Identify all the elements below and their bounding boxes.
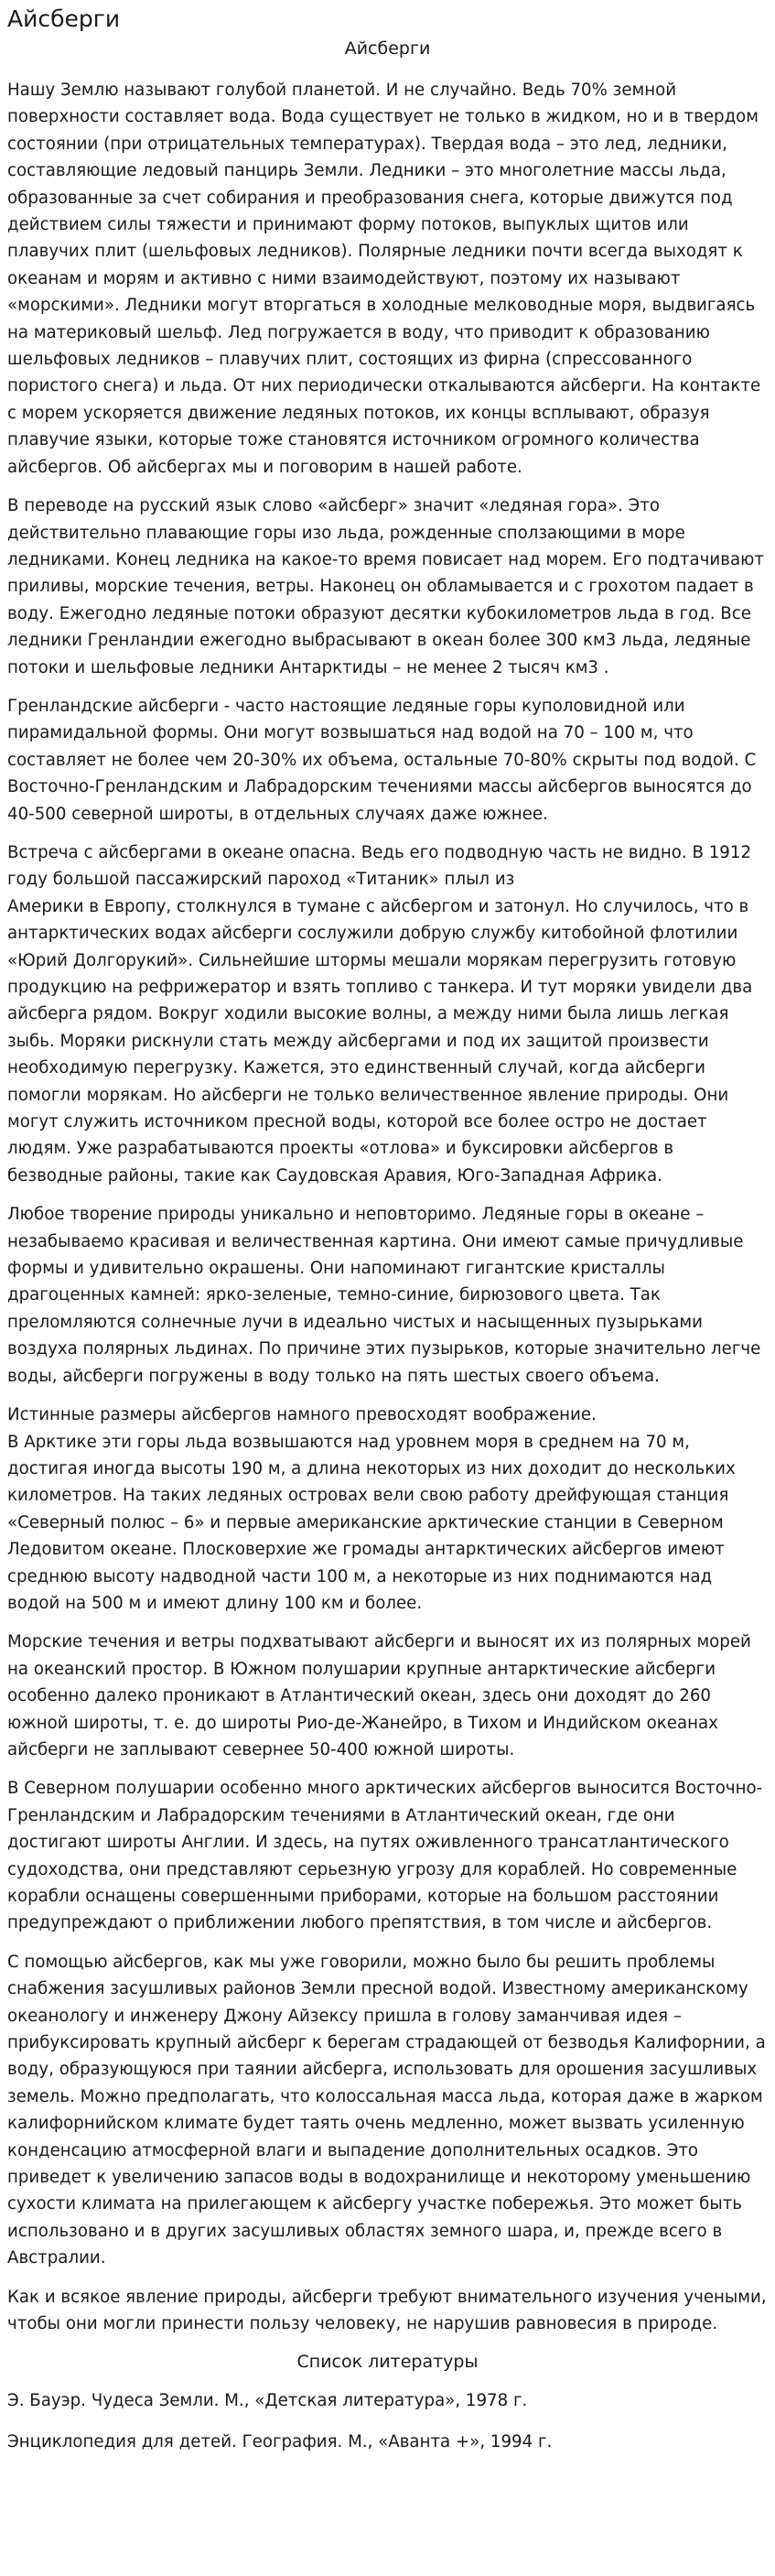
paragraph-7: Морские течения и ветры подхватывают айсберги и выносят их из полярных морей на океанский простор. В Южном полушарии крупные антарктические айсберги особенно далеко проникают в Атлантический океан, здесь они доходят до 260 южной широты, т. е. до широты Рио-де-Жанейро, в Тихом и Индийском океанах айсберги не заплывают севернее 50-400 южной широты. [7,1632,751,1759]
paragraph-10: Как и всякое явление природы, айсберги требуют внимательного изучения учеными, чтобы они могли принести пользу человеку, не нарушив равновесия в природе. [7,2287,767,2334]
paragraph-6: Истинные размеры айсбергов намного превосходят воображение. В Арктике эти горы льда возвышаются над уровнем моря в среднем на 70 м, достигая иногда высоты 190 м, а длина некоторых из них доходит до нескольких километров. На таких ледяных островах вели свою работу дрейфующая станция «Северный полюс – 6» и первые американские арктические станции в Северном Ледовитом океане. Плосковерхие же громады антарктических айсбергов имеют среднюю высоту надводной части 100 м, а некоторые из них поднимаются над водой на 500 м и имеют длину 100 км и более. [7,1405,736,1613]
article-heading: Айсберги [344,38,431,59]
paragraph-9: С помощью айсбергов, как мы уже говорили, можно было бы решить проблемы снабжения засушливых районов Земли пресной водой. Известному американскому океанологу и инженеру Джону Айзексу пришла в голову заманчивая идея – прибуксировать крупный айсберг к берегам страдающей от безводья Калифорнии, а воду, образующуюся при таянии айсберга, использовать для орошения засушливых земель. Можно предполагать, что колоссальная масса льда, которая даже в жарком калифорнийском климате будет таять очень медленно, может вызвать усиленную конденсацию атмосферной влаги и выпадение дополнительных осадков. Это приведет к увеличению запасов воды в водохранилище и некоторому уменьшению сухости климата на прилегающем к айсбергу участке побережья. Это может быть использовано и в других засушливых областях земного шара, и, прежде всего в Австралии. [7,1952,766,2268]
page-title: Айсберги [7,5,121,32]
paragraph-5: Любое творение природы уникально и неповторимо. Ледяные горы в океане – незабываемо красивая и величественная картина. Они имеют самые причудливые формы и удивительно окрашены. Они напоминают гигантские кристаллы драгоценных камней: ярко-зеленые, темно-синие, бирюзового цвета. Так преломляются солнечные лучи в идеально чистых и насыщенных пузырьками воздуха полярных льдинах. По причине этих пузырьков, которые значительно легче воды, айсберги погружены в воду только на пять шестых своего объема. [7,1205,761,1386]
references-heading: Список литературы [296,2351,479,2372]
reference-item-2: Энциклопедия для детей. География. М., «Аванта +», 1994 г. [7,2431,553,2452]
paragraph-1: Нашу Землю называют голубой планетой. И не случайно. Ведь 70% земной поверхности составляет вода. Вода существует не только в жидком, но и в твердом состоянии (при отрицательных температурах). Твердая вода – это лед, ледники, составляющие ледовый панцирь Земли. Ледники – это многолетние массы льда, образованные за счет собирания и преобразования снега, которые движутся под действием силы тяжести и принимают форму потоков, выпуклых щитов или плавучих плит (шельфовых ледников). Полярные ледники почти всегда выходят к океанам и морям и активно с ними взаимодействуют, поэтому их называют «морскими». Ледники могут вторгаться в холодные мелководные моря, выдвигаясь на материковый шельф. Лед погружается в воду, что приводит к образованию шельфовых ледников – плавучих плит, состоящих из фирна (спрессованного пористого снега) и льда. От них периодически откалываются айсберги. На контакте с морем ускоряется движение ледяных потоков, их концы всплывают, образуя плавучие языки, которые тоже становятся источником огромного количества айсбергов. Об айсбергах мы и поговорим в нашей работе. [7,81,761,477]
paragraph-3: Гренландские айсберги - часто настоящие ледяные горы куполовидной или пирамидальной формы. Они могут возвышаться над водой на 70 – 100 м, что составляет не более чем 20-30% их объема, остальные 70-80% скрыты под водой. С Восточно-Гренландским и Лабрадорским течениями массы айсбергов выносятся до 40-500 северной широты, в отдельных случаях даже южнее. [7,696,757,824]
paragraph-8: В Северном полушарии особенно много арктических айсбергов выносится Восточно-Гренландским и Лабрадорским течениями в Атлантический океан, где они достигают широты Англии. И здесь, на путях оживленного трансатлантического судоходства, они представляют серьезную угрозу для кораблей. Но современные корабли оснащены совершенными приборами, которые на большом расстоянии предупреждают о приближении любого препятствия, в том числе и айсбергов. [7,1779,763,1933]
paragraph-2: В переводе на русский язык слово «айсберг» значит «ледяная гора». Это действительно плавающие горы изо льда, рожденные сползающими в море ледниками. Конец ледника на какое-то время повисает над морем. Его подтачивают приливы, морские течения, ветры. Наконец он обламывается и с грохотом падает в воду. Ежегодно ледяные потоки образуют десятки кубокилометров льда в год. Все ледники Гренландии ежегодно выбрасывают в океан более 300 км3 льда, ледяные потоки и шельфовые ледники Антарктиды – не менее 2 тысяч км3 . [7,496,764,677]
reference-item-1: Э. Бауэр. Чудеса Земли. М., «Детская литература», 1978 г. [7,2390,528,2410]
paragraph-4: Встреча с айсбергами в океане опасна. Ведь его подводную часть не видно. В 1912 году большой пассажирский пароход «Титаник» плыл из Америки в Европу, столкнулся в тумане с айсбергом и затонул. Но случилось, что в антарктических водах айсберги сослужили добрую службу китобойной флотилии «Юрий Долгорукий». Сильнейшие штормы мешали морякам перегрузить готовую продукцию на рефрижератор и взять топливо с танкера. И тут моряки увидели два айсберга рядом. Вокруг ходили высокие волны, а между ними была лишь легкая зыбь. Моряки рискнули стать между айсбергами и под их защитой произвести необходимую перегрузку. Кажется, это единственный случай, когда айсберги помогли морякам. Но айсберги не только величественное явление природы. Они могут служить источником пресной воды, которой все более остро не достает людям. Уже разрабатываются проекты «отлова» и буксировки айсбергов в безводные районы, такие как Саудовская Аравия, Юго-Западная Африка. [7,842,753,1185]
